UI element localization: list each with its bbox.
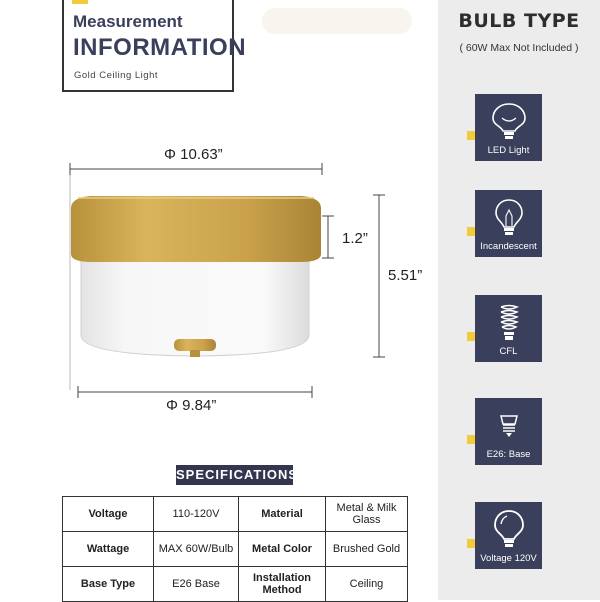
bulb-card-incandescent	[475, 190, 542, 257]
bulb-type-title: BULB TYPE	[458, 10, 580, 32]
spec-key: Material	[239, 497, 326, 532]
voltage-bulb-icon	[488, 508, 530, 550]
spec-value: Metal & Milk Glass	[326, 497, 408, 532]
bulb-type-subtitle: ( 60W Max Not Included )	[459, 42, 579, 54]
information-title: INFORMATION	[73, 34, 247, 61]
spec-key: Voltage	[63, 497, 154, 532]
bulb-card-cfl	[475, 295, 542, 362]
specifications-title: SPECIFICATIONS	[176, 465, 293, 485]
bulb-label: Incandescent	[480, 241, 537, 252]
spec-value: Ceiling	[326, 567, 408, 602]
incandescent-bulb-icon	[488, 196, 530, 238]
bulb-label: E26: Base	[486, 449, 531, 460]
table-row	[63, 532, 408, 567]
spec-key: Base Type	[63, 567, 154, 602]
spec-key: Metal Color	[239, 532, 326, 567]
bulb-card-voltage	[475, 502, 542, 569]
gold-finial	[174, 339, 216, 351]
total-height-label: 5.51”	[388, 267, 423, 284]
spec-value: E26 Base	[154, 567, 239, 602]
bulb-card-e26	[475, 398, 542, 465]
table-row	[63, 567, 408, 602]
bulb-label: LED Light	[487, 145, 530, 156]
bulb-card-led	[475, 94, 542, 161]
e26-base-icon	[488, 404, 530, 446]
bottom-diameter-label: Φ 9.84”	[166, 397, 217, 414]
spec-key: Installation Method	[239, 567, 326, 602]
spec-value: Brushed Gold	[326, 532, 408, 567]
spec-value: MAX 60W/Bulb	[154, 532, 239, 567]
specifications-table	[62, 496, 408, 602]
led-bulb-icon	[488, 100, 530, 142]
spec-key: Wattage	[63, 532, 154, 567]
spec-value: 110-120V	[154, 497, 239, 532]
cfl-bulb-icon	[488, 301, 530, 343]
bulb-label: CFL	[499, 346, 518, 357]
band-height-label: 1.2”	[342, 230, 368, 247]
gold-band	[71, 196, 321, 262]
table-row	[63, 497, 408, 532]
product-subtitle: Gold Ceiling Light	[74, 70, 158, 81]
measurement-title: Measurement	[73, 12, 183, 31]
top-diameter-label: Φ 10.63”	[164, 146, 223, 163]
bulb-label: Voltage 120V	[480, 553, 537, 564]
